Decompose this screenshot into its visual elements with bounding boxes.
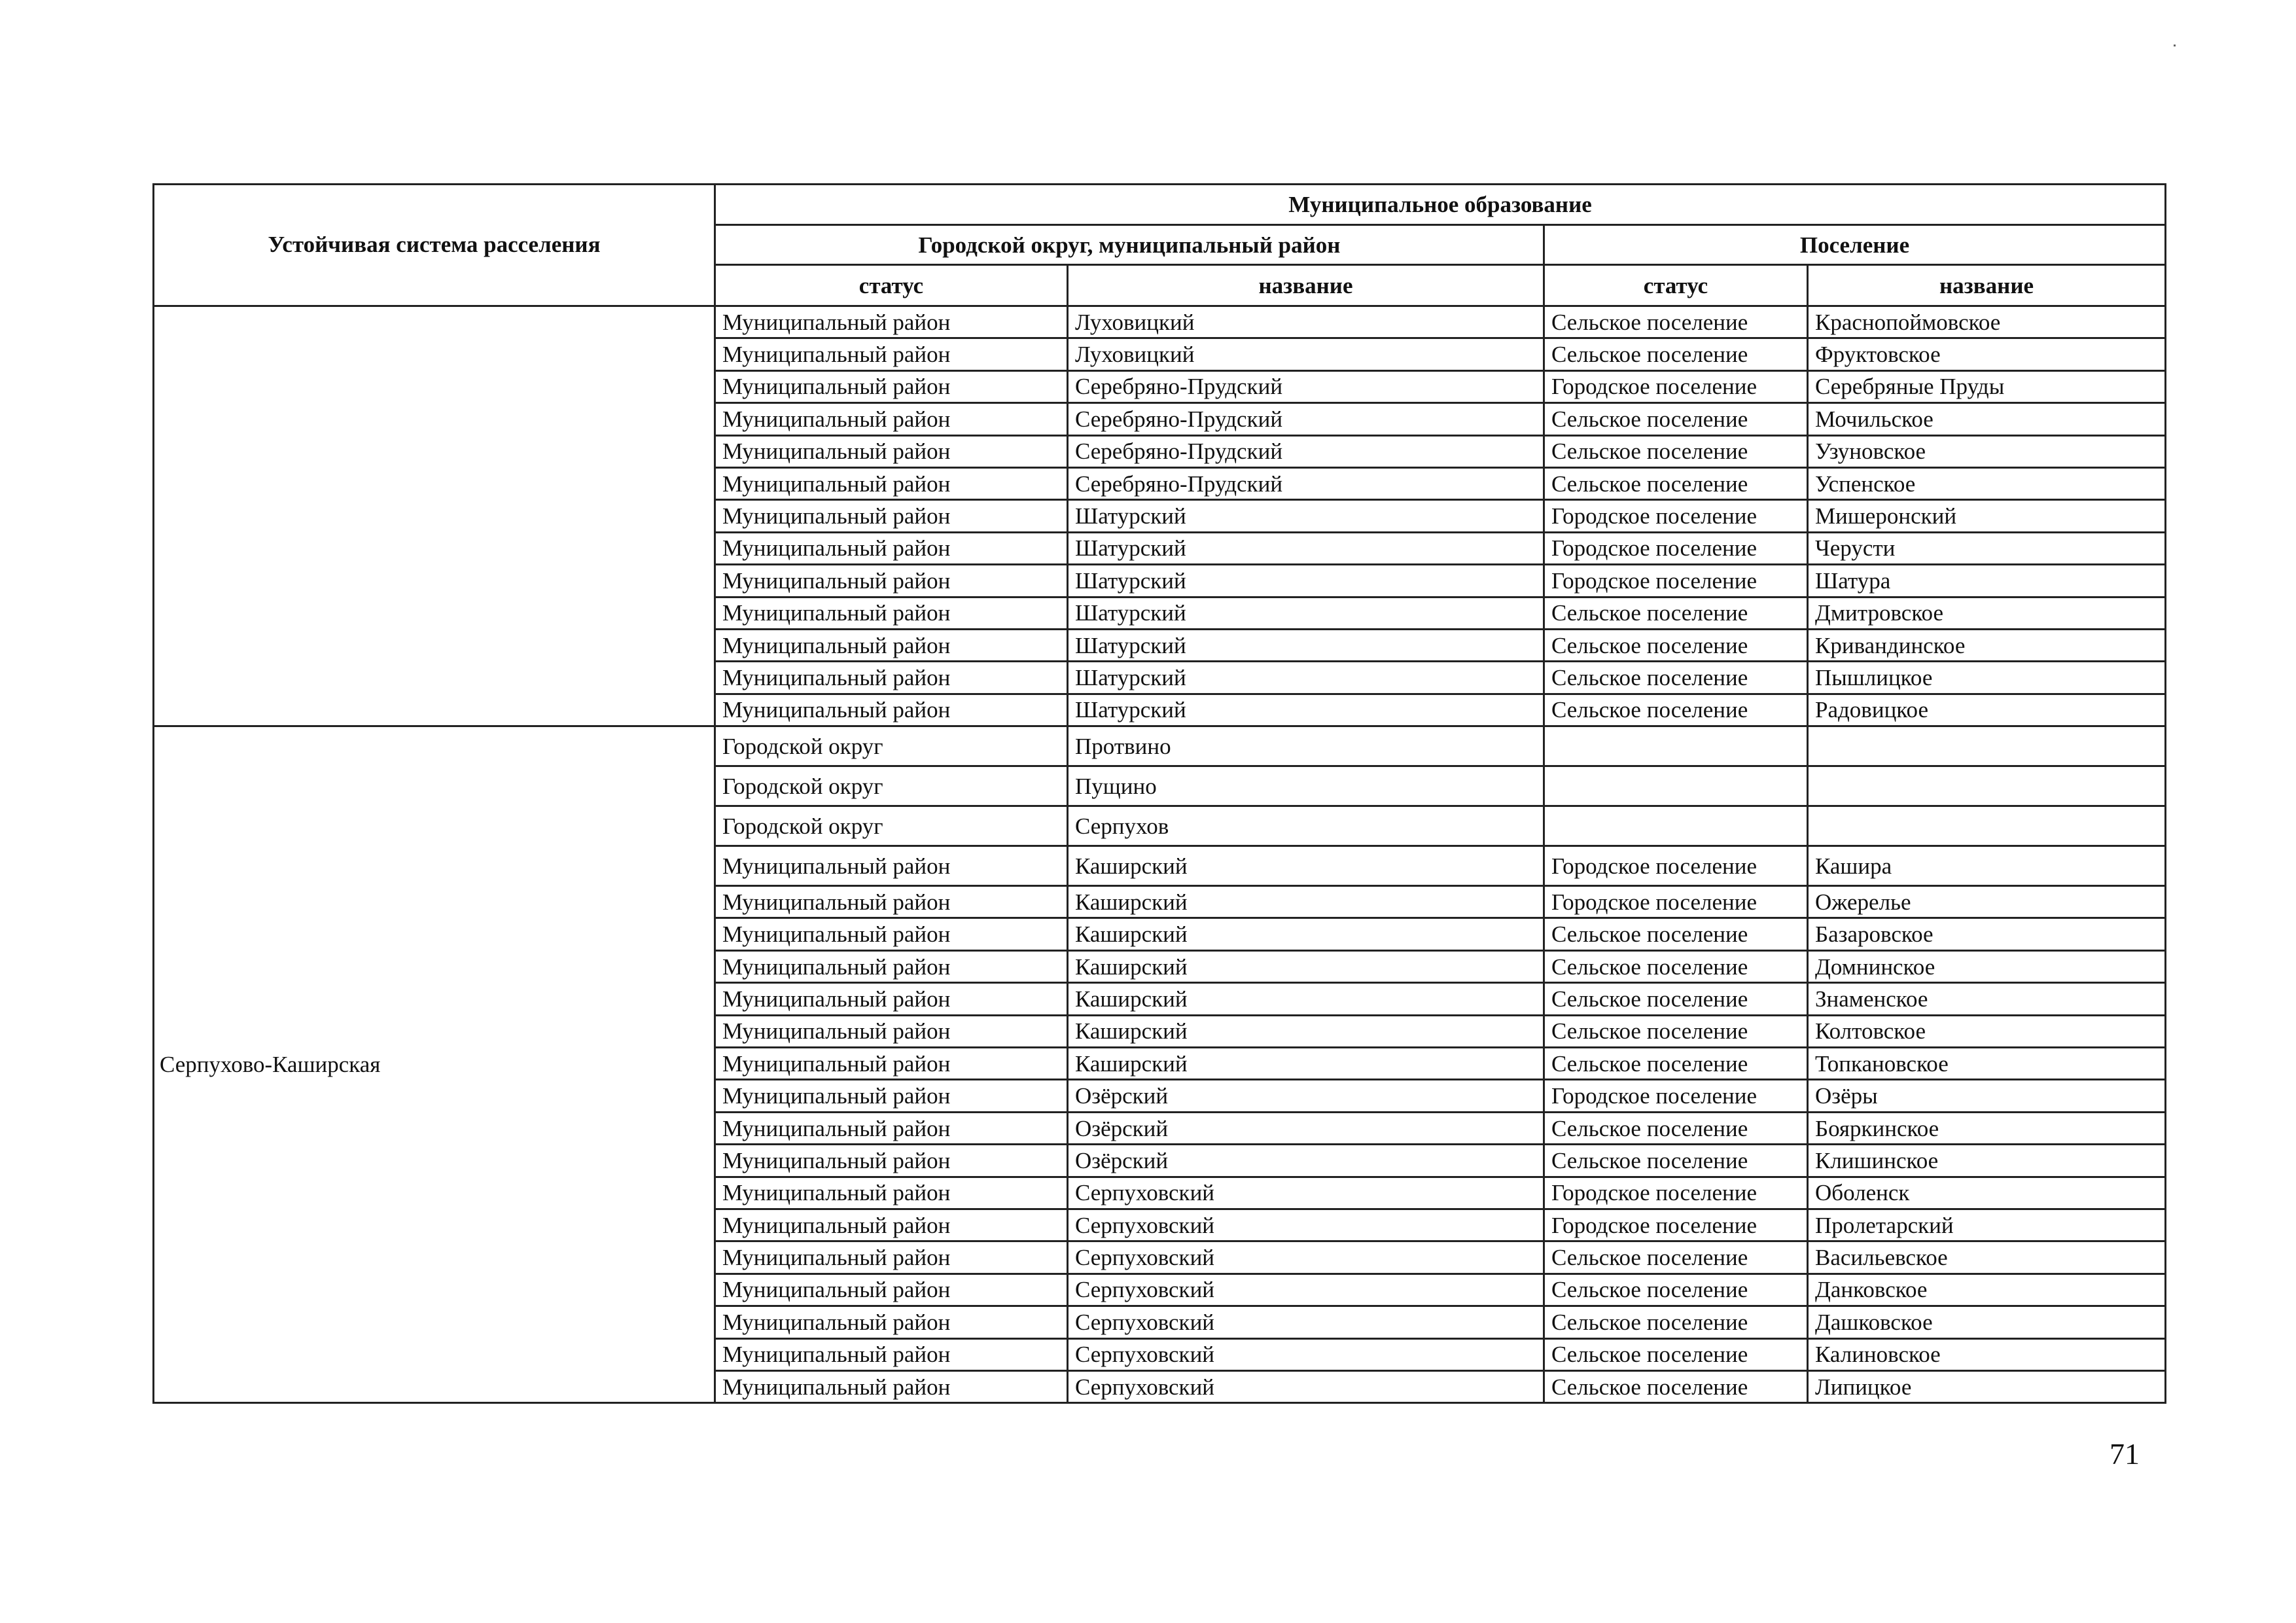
district-status-cell: Муниципальный район (715, 983, 1068, 1015)
district-name-cell: Серпуховский (1068, 1370, 1544, 1402)
settlement-name-cell: Клишинское (1808, 1145, 2166, 1177)
settlement-status-cell: Сельское поселение (1544, 1015, 1808, 1047)
settlement-status-cell: Городское поселение (1544, 370, 1808, 402)
district-name-cell: Озёрский (1068, 1145, 1544, 1177)
settlement-name-cell: Данковское (1808, 1274, 2166, 1306)
settlement-status-cell: Сельское поселение (1544, 629, 1808, 661)
settlement-name-cell: Колтовское (1808, 1015, 2166, 1047)
district-name-cell: Серпуховский (1068, 1338, 1544, 1370)
table-row (154, 306, 2166, 338)
settlement-system-cell (154, 306, 715, 726)
district-name-cell: Луховицкий (1068, 338, 1544, 370)
settlement-name-cell: Дашковское (1808, 1306, 2166, 1338)
district-status-cell: Муниципальный район (715, 1370, 1068, 1402)
settlement-name-cell: Краснопоймовское (1808, 306, 2166, 338)
district-name-cell: Каширский (1068, 846, 1544, 886)
settlement-name-cell: Калиновское (1808, 1338, 2166, 1370)
district-name-cell: Шатурский (1068, 629, 1544, 661)
settlement-status-cell (1544, 726, 1808, 766)
settlement-name-cell: Васильевское (1808, 1241, 2166, 1274)
settlement-status-cell: Сельское поселение (1544, 338, 1808, 370)
header-municipal-formation: Муниципальное образование (715, 185, 2166, 225)
district-status-cell: Муниципальный район (715, 1145, 1068, 1177)
district-status-cell: Муниципальный район (715, 338, 1068, 370)
district-status-cell: Муниципальный район (715, 950, 1068, 982)
district-status-cell: Муниципальный район (715, 886, 1068, 918)
district-status-cell: Муниципальный район (715, 1112, 1068, 1144)
scan-artifact (2174, 45, 2176, 46)
settlement-name-cell (1808, 806, 2166, 846)
district-name-cell: Озёрский (1068, 1080, 1544, 1112)
district-name-cell: Серпуховский (1068, 1274, 1544, 1306)
district-name-cell: Серебряно-Прудский (1068, 467, 1544, 499)
header-settlement-system: Устойчивая система расселения (154, 185, 715, 306)
district-name-cell: Протвино (1068, 726, 1544, 766)
district-status-cell: Муниципальный район (715, 629, 1068, 661)
settlement-name-cell: Бояркинское (1808, 1112, 2166, 1144)
settlement-status-cell: Сельское поселение (1544, 1112, 1808, 1144)
settlement-status-cell: Сельское поселение (1544, 918, 1808, 950)
settlement-status-cell: Городское поселение (1544, 565, 1808, 597)
settlement-name-cell: Липицкое (1808, 1370, 2166, 1402)
settlement-name-cell: Фруктовское (1808, 338, 2166, 370)
district-status-cell: Муниципальный район (715, 403, 1068, 435)
district-status-cell: Муниципальный район (715, 565, 1068, 597)
district-name-cell: Каширский (1068, 918, 1544, 950)
district-name-cell: Серебряно-Прудский (1068, 435, 1544, 467)
settlement-name-cell: Знаменское (1808, 983, 2166, 1015)
settlement-status-cell: Городское поселение (1544, 1209, 1808, 1241)
district-status-cell: Муниципальный район (715, 1338, 1068, 1370)
settlement-name-cell: Узуновское (1808, 435, 2166, 467)
settlement-status-cell: Городское поселение (1544, 1177, 1808, 1209)
settlement-status-cell: Сельское поселение (1544, 435, 1808, 467)
settlement-name-cell: Пролетарский (1808, 1209, 2166, 1241)
settlement-status-cell (1544, 806, 1808, 846)
district-status-cell: Муниципальный район (715, 1015, 1068, 1047)
header-district-name: название (1068, 265, 1544, 306)
settlement-name-cell: Кривандинское (1808, 629, 2166, 661)
district-name-cell: Шатурский (1068, 565, 1544, 597)
district-status-cell: Муниципальный район (715, 1048, 1068, 1080)
settlement-status-cell: Городское поселение (1544, 846, 1808, 886)
district-status-cell: Городской округ (715, 726, 1068, 766)
settlement-name-cell (1808, 726, 2166, 766)
settlement-name-cell: Мишеронский (1808, 500, 2166, 532)
settlement-status-cell: Городское поселение (1544, 500, 1808, 532)
settlement-name-cell: Шатура (1808, 565, 2166, 597)
header-settlement: Поселение (1544, 225, 2166, 265)
settlement-system-table (152, 183, 2166, 1404)
page-number: 71 (2110, 1437, 2140, 1471)
district-name-cell: Озёрский (1068, 1112, 1544, 1144)
settlement-name-cell: Черусти (1808, 532, 2166, 564)
settlement-name-cell (1808, 766, 2166, 806)
district-name-cell: Каширский (1068, 1015, 1544, 1047)
district-name-cell: Серебряно-Прудский (1068, 403, 1544, 435)
settlement-name-cell: Дмитровское (1808, 597, 2166, 629)
district-status-cell: Муниципальный район (715, 1080, 1068, 1112)
settlement-status-cell: Сельское поселение (1544, 1338, 1808, 1370)
settlement-name-cell: Мочильское (1808, 403, 2166, 435)
settlement-status-cell: Сельское поселение (1544, 467, 1808, 499)
settlement-status-cell: Городское поселение (1544, 532, 1808, 564)
settlement-status-cell: Сельское поселение (1544, 662, 1808, 694)
district-status-cell: Муниципальный район (715, 532, 1068, 564)
district-status-cell: Муниципальный район (715, 662, 1068, 694)
district-name-cell: Каширский (1068, 950, 1544, 982)
district-name-cell: Серпуховский (1068, 1241, 1544, 1274)
settlement-status-cell: Сельское поселение (1544, 1306, 1808, 1338)
header-settlement-name: название (1808, 265, 2166, 306)
header-settlement-status: статус (1544, 265, 1808, 306)
district-name-cell: Шатурский (1068, 597, 1544, 629)
district-status-cell: Муниципальный район (715, 1209, 1068, 1241)
district-status-cell: Муниципальный район (715, 467, 1068, 499)
settlement-status-cell: Городское поселение (1544, 1080, 1808, 1112)
district-name-cell: Серпуховский (1068, 1306, 1544, 1338)
district-status-cell: Городской округ (715, 766, 1068, 806)
header-district: Городской округ, муниципальный район (715, 225, 1544, 265)
settlement-name-cell: Пышлицкое (1808, 662, 2166, 694)
district-name-cell: Шатурский (1068, 694, 1544, 726)
settlement-name-cell: Ожерелье (1808, 886, 2166, 918)
settlement-name-cell: Топкановское (1808, 1048, 2166, 1080)
settlement-status-cell: Сельское поселение (1544, 403, 1808, 435)
district-status-cell: Муниципальный район (715, 846, 1068, 886)
settlement-name-cell: Озёры (1808, 1080, 2166, 1112)
settlement-status-cell: Сельское поселение (1544, 983, 1808, 1015)
district-status-cell: Муниципальный район (715, 1177, 1068, 1209)
settlement-status-cell: Сельское поселение (1544, 1048, 1808, 1080)
table-row (154, 726, 2166, 766)
settlement-name-cell: Успенское (1808, 467, 2166, 499)
district-name-cell: Каширский (1068, 886, 1544, 918)
table-body (154, 306, 2166, 1403)
settlement-status-cell (1544, 766, 1808, 806)
district-status-cell: Муниципальный район (715, 918, 1068, 950)
district-status-cell: Муниципальный район (715, 597, 1068, 629)
settlement-status-cell: Городское поселение (1544, 886, 1808, 918)
settlement-name-cell: Радовицкое (1808, 694, 2166, 726)
settlement-system-cell: Серпухово-Каширская (154, 726, 715, 1403)
district-name-cell: Шатурский (1068, 500, 1544, 532)
settlement-status-cell: Сельское поселение (1544, 950, 1808, 982)
header-district-status: статус (715, 265, 1068, 306)
settlement-status-cell: Сельское поселение (1544, 694, 1808, 726)
district-name-cell: Каширский (1068, 983, 1544, 1015)
district-name-cell: Серпуховский (1068, 1209, 1544, 1241)
district-name-cell: Шатурский (1068, 662, 1544, 694)
district-status-cell: Муниципальный район (715, 435, 1068, 467)
district-status-cell: Муниципальный район (715, 1241, 1068, 1274)
district-status-cell: Городской округ (715, 806, 1068, 846)
district-name-cell: Серпуховский (1068, 1177, 1544, 1209)
settlement-status-cell: Сельское поселение (1544, 1370, 1808, 1402)
settlement-status-cell: Сельское поселение (1544, 597, 1808, 629)
district-status-cell: Муниципальный район (715, 306, 1068, 338)
district-status-cell: Муниципальный район (715, 694, 1068, 726)
district-name-cell: Луховицкий (1068, 306, 1544, 338)
district-status-cell: Муниципальный район (715, 500, 1068, 532)
settlement-name-cell: Оболенск (1808, 1177, 2166, 1209)
settlement-name-cell: Домнинское (1808, 950, 2166, 982)
district-name-cell: Шатурский (1068, 532, 1544, 564)
district-name-cell: Серпухов (1068, 806, 1544, 846)
settlement-name-cell: Базаровское (1808, 918, 2166, 950)
district-status-cell: Муниципальный район (715, 1306, 1068, 1338)
district-name-cell: Каширский (1068, 1048, 1544, 1080)
district-status-cell: Муниципальный район (715, 1274, 1068, 1306)
settlement-status-cell: Сельское поселение (1544, 1241, 1808, 1274)
district-name-cell: Пущино (1068, 766, 1544, 806)
settlement-name-cell: Серебряные Пруды (1808, 370, 2166, 402)
settlement-name-cell: Кашира (1808, 846, 2166, 886)
district-status-cell: Муниципальный район (715, 370, 1068, 402)
district-name-cell: Серебряно-Прудский (1068, 370, 1544, 402)
settlement-status-cell: Сельское поселение (1544, 1145, 1808, 1177)
settlement-status-cell: Сельское поселение (1544, 306, 1808, 338)
settlement-status-cell: Сельское поселение (1544, 1274, 1808, 1306)
